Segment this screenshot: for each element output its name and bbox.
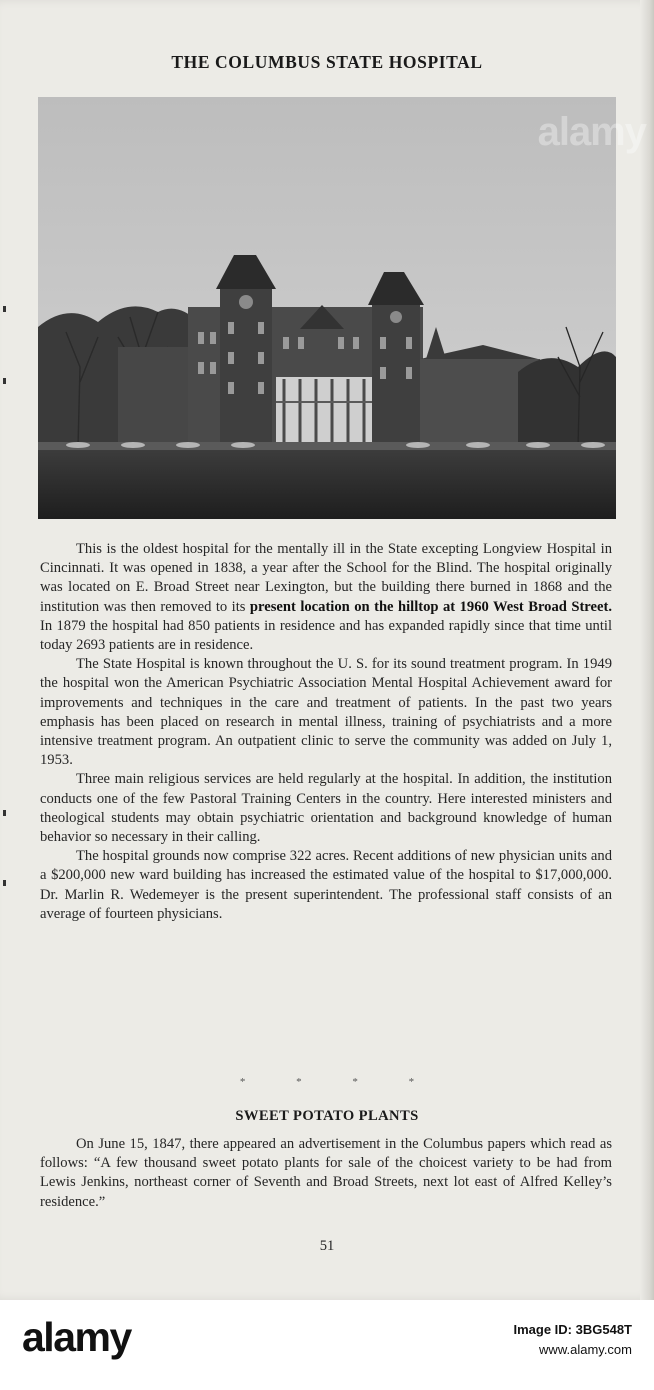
paragraph: On June 15, 1847, there appeared an advertisement in the Columbus papers which read as follows: “A few thousand sweet potato plants for sale of the choicest variety to be had from Lewis Jenkins, northeast corner of Seventh and Broad Streets, next lot east of Alfred Kelley’s residence.” — [40, 1136, 612, 1210]
paragraph-text: This is the oldest hospital for the mentally ill in the State excepting Longview Hospital in Cincinnati. It was opened in 1838, a year after the School for the Blind. The hospital originally was located on E. Broad Street near Lexington, but the building there burned in 1868 and the institution was then removed to its — [40, 541, 612, 615]
stock-footer — [0, 1300, 654, 1390]
page-title: THE COLUMBUS STATE HOSPITAL — [171, 52, 483, 72]
paragraph: Three main religious services are held regularly at the hospital. In addition, the institution conducts one of the few Pastoral Training Centers in the country. Here interested ministers and theological students may obtain psychiatric orientation and background knowledge of human behavior so necessary in their calling. — [40, 771, 612, 846]
watermark: alamy — [537, 110, 646, 154]
binding-mark — [3, 880, 6, 886]
binding-mark — [3, 306, 6, 312]
section-title: SWEET POTATO PLANTS — [235, 1108, 419, 1124]
hospital-photo-drawing — [38, 97, 616, 519]
hospital-article — [40, 540, 612, 924]
section-separator: * * * * — [239, 1076, 415, 1088]
paragraph: The hospital grounds now comprise 322 acres. Recent additions of new physician units and a $200,000 new ward building has increased the estimated value of the hospital to $17,000,000. Dr. Marlin R. Wedemeyer is the present superintendent. The professional staff consists of an average of fourteen physicians. — [40, 848, 612, 922]
image-id: Image ID: 3BG548T — [513, 1322, 632, 1337]
bold-address: present location on the hilltop at 1960 West Broad Street. — [249, 598, 612, 615]
paragraph: The State Hospital is known throughout the U. S. for its sound treatment program. In 1949 the hospital won the American Psychiatric Association Mental Hospital Achievement award for improvements and techniques in the care and treatment of patients. In the past two years emphasis has been placed on research in mental illness, training of psychiatrists and a more intensive treatment program. An outpatient clinic to serve the community was added on July 1, 1953. — [40, 656, 612, 769]
page-number: 51 — [319, 1238, 335, 1254]
paragraph-text: In 1879 the hospital had 850 patients in residence and has expanded rapidly since that time until today 2693 patients are in residence. — [40, 617, 612, 654]
hospital-photo — [38, 97, 616, 519]
sweet-potato-article — [40, 1135, 612, 1212]
page-edge — [640, 0, 654, 1300]
paragraph — [40, 540, 612, 655]
binding-mark — [3, 810, 6, 816]
footer-url: www.alamy.com — [539, 1342, 632, 1357]
binding-mark — [3, 378, 6, 384]
alamy-logo: alamy — [22, 1314, 131, 1360]
footer-info — [514, 1320, 633, 1360]
